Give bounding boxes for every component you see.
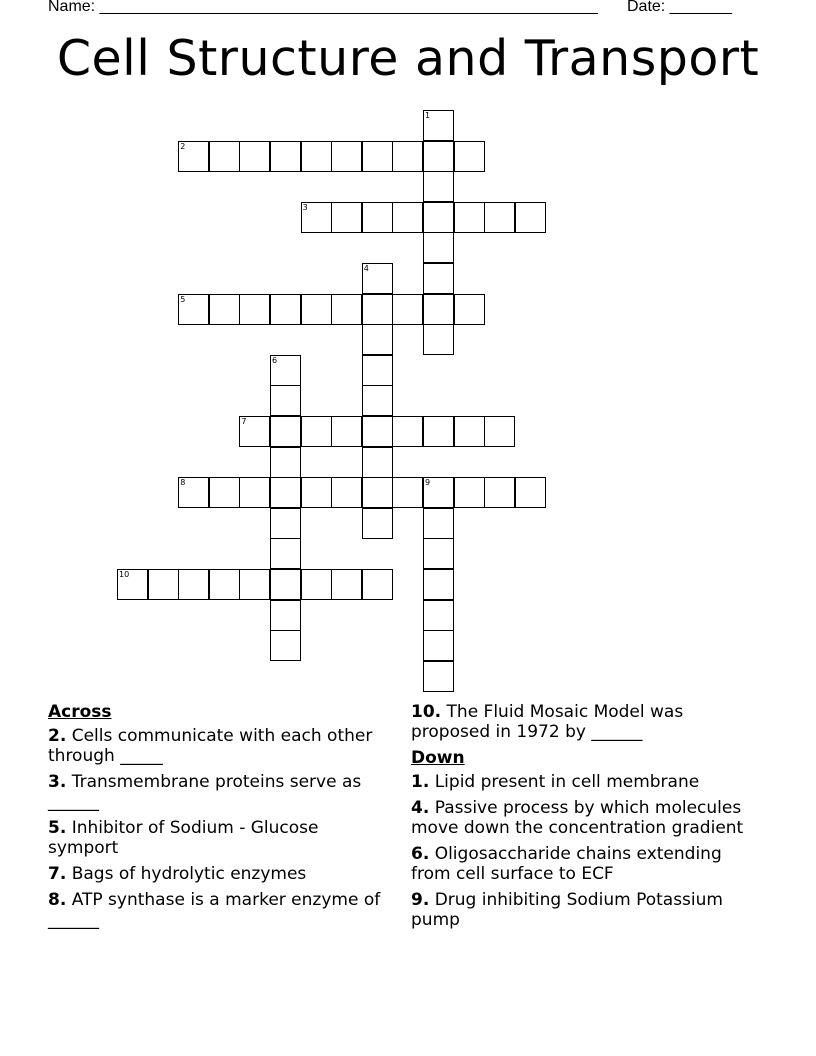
grid-cell[interactable]	[331, 202, 362, 233]
grid-cell[interactable]	[270, 538, 301, 569]
grid-cell[interactable]	[117, 569, 148, 600]
grid-cell[interactable]	[178, 569, 209, 600]
cell-number: 4	[363, 264, 369, 273]
clue-number: 4.	[411, 798, 430, 818]
clue-down-4	[411, 798, 761, 838]
date-field-label: Date: _______	[627, 0, 732, 15]
clue-number: 9.	[411, 890, 430, 910]
grid-cell[interactable]	[392, 141, 423, 172]
grid-cell[interactable]	[270, 630, 301, 661]
grid-cell[interactable]	[301, 416, 332, 447]
grid-cell[interactable]	[239, 141, 270, 172]
clue-number: 3.	[48, 772, 67, 792]
clue-number: 7.	[48, 864, 67, 884]
clue-text: Transmembrane proteins serve as ______	[48, 772, 362, 812]
grid-cell[interactable]	[270, 600, 301, 631]
grid-cell[interactable]	[423, 477, 454, 508]
clue-number: 1.	[411, 772, 430, 792]
cell-number: 7	[241, 417, 247, 426]
cell-number: 6	[272, 355, 278, 365]
grid-cell[interactable]	[423, 630, 454, 661]
grid-cell[interactable]	[454, 477, 485, 508]
clue-down-9	[411, 890, 761, 930]
grid-cell[interactable]	[423, 294, 454, 325]
grid-cell[interactable]	[362, 202, 393, 233]
cell-number: 1	[425, 111, 431, 120]
grid-cell[interactable]	[178, 141, 209, 172]
grid-cell[interactable]	[423, 141, 454, 172]
grid-cell[interactable]	[270, 355, 301, 386]
clue-text: Cells communicate with each other through _____	[48, 726, 373, 766]
grid-cell[interactable]	[362, 569, 393, 600]
clues-left-column	[48, 702, 393, 936]
grid-cell[interactable]	[423, 171, 454, 202]
grid-cell[interactable]	[301, 202, 332, 233]
grid-cell[interactable]	[423, 416, 454, 447]
name-field-label: Name: ________________________________________________________	[48, 0, 598, 15]
grid-cell[interactable]	[515, 202, 546, 233]
grid-cell[interactable]	[423, 324, 454, 355]
grid-cell[interactable]	[178, 294, 209, 325]
cell-number: 3	[302, 202, 308, 212]
grid-cell[interactable]	[209, 477, 240, 508]
clue-number: 5.	[48, 818, 67, 838]
grid-cell[interactable]	[392, 294, 423, 325]
clue-across-10	[411, 702, 761, 742]
grid-cell[interactable]	[362, 324, 393, 355]
grid-cell[interactable]	[239, 294, 270, 325]
grid-cell[interactable]	[331, 141, 362, 172]
clue-text: Bags of hydrolytic enzymes	[71, 864, 307, 884]
grid-cell[interactable]	[270, 447, 301, 478]
cell-number: 9	[425, 478, 431, 488]
grid-cell[interactable]	[454, 202, 485, 233]
grid-cell[interactable]	[392, 477, 423, 508]
cell-number: 10	[119, 570, 130, 579]
clue-down-1	[411, 772, 761, 792]
cell-number: 5	[180, 294, 186, 304]
clue-across-7	[48, 864, 393, 884]
grid-cell[interactable]	[454, 294, 485, 325]
grid-cell[interactable]	[209, 569, 240, 600]
grid-cell[interactable]	[362, 263, 393, 294]
grid-cell[interactable]	[270, 385, 301, 416]
clue-text: Oligosaccharide chains extending from cell surface to ECF	[411, 844, 722, 884]
clue-text: Drug inhibiting Sodium Potassium pump	[411, 890, 723, 930]
grid-cell[interactable]	[423, 202, 454, 233]
grid-cell[interactable]	[454, 416, 485, 447]
grid-cell[interactable]	[515, 477, 546, 508]
cell-number: 2	[180, 141, 186, 151]
grid-cell[interactable]	[301, 569, 332, 600]
grid-cell[interactable]	[331, 294, 362, 325]
grid-cell[interactable]	[423, 263, 454, 294]
grid-cell[interactable]	[362, 294, 393, 325]
grid-cell[interactable]	[423, 661, 454, 692]
grid-cell[interactable]	[270, 416, 301, 447]
grid-cell[interactable]	[331, 569, 362, 600]
grid-cell[interactable]	[270, 508, 301, 539]
clue-text: Inhibitor of Sodium - Glucose symport	[48, 818, 319, 858]
clue-across-2	[48, 726, 393, 766]
page-title: Cell Structure and Transport	[56, 30, 760, 87]
grid-cell[interactable]	[423, 508, 454, 539]
grid-cell[interactable]	[239, 569, 270, 600]
clue-across-3	[48, 772, 393, 812]
grid-cell[interactable]	[270, 569, 301, 600]
grid-cell[interactable]	[484, 202, 515, 233]
grid-cell[interactable]	[423, 232, 454, 263]
grid-cell[interactable]	[362, 447, 393, 478]
grid-cell[interactable]	[239, 477, 270, 508]
grid-cell[interactable]	[301, 477, 332, 508]
grid-cell[interactable]	[423, 538, 454, 569]
grid-cell[interactable]	[239, 416, 270, 447]
clue-across-5	[48, 818, 393, 858]
grid-cell[interactable]	[454, 141, 485, 172]
clue-number: 6.	[411, 844, 430, 864]
clue-text: ATP synthase is a marker enzyme of ______	[48, 890, 381, 930]
clue-down-6	[411, 844, 761, 884]
grid-cell[interactable]	[331, 477, 362, 508]
grid-cell[interactable]	[362, 141, 393, 172]
grid-cell[interactable]	[178, 477, 209, 508]
clue-text: The Fluid Mosaic Model was proposed in 1972 by ______	[411, 702, 684, 742]
clue-number: 10.	[411, 702, 442, 722]
clues-right-column	[411, 702, 761, 936]
grid-cell[interactable]	[484, 416, 515, 447]
clue-text: Lipid present in cell membrane	[434, 772, 700, 792]
grid-cell[interactable]	[270, 477, 301, 508]
grid-cell[interactable]	[209, 294, 240, 325]
grid-cell[interactable]	[209, 141, 240, 172]
clue-text: Passive process by which molecules move down the concentration gradient	[411, 798, 744, 838]
clue-across-8	[48, 890, 393, 930]
grid-cell[interactable]	[362, 508, 393, 539]
clue-number: 8.	[48, 890, 67, 910]
grid-cell[interactable]	[392, 202, 423, 233]
grid-cell[interactable]	[423, 600, 454, 631]
across-heading: Across	[48, 702, 112, 722]
grid-cell[interactable]	[301, 141, 332, 172]
grid-cell[interactable]	[362, 385, 393, 416]
grid-cell[interactable]	[423, 110, 454, 141]
grid-cell[interactable]	[148, 569, 179, 600]
cell-number: 8	[180, 478, 186, 488]
grid-cell[interactable]	[362, 416, 393, 447]
grid-cell[interactable]	[331, 416, 362, 447]
grid-cell[interactable]	[392, 416, 423, 447]
grid-cell[interactable]	[270, 294, 301, 325]
clue-number: 2.	[48, 726, 67, 746]
grid-cell[interactable]	[484, 477, 515, 508]
grid-cell[interactable]	[270, 141, 301, 172]
down-heading: Down	[411, 748, 465, 768]
grid-cell[interactable]	[362, 355, 393, 386]
grid-cell[interactable]	[362, 477, 393, 508]
grid-cell[interactable]	[301, 294, 332, 325]
grid-cell[interactable]	[423, 569, 454, 600]
